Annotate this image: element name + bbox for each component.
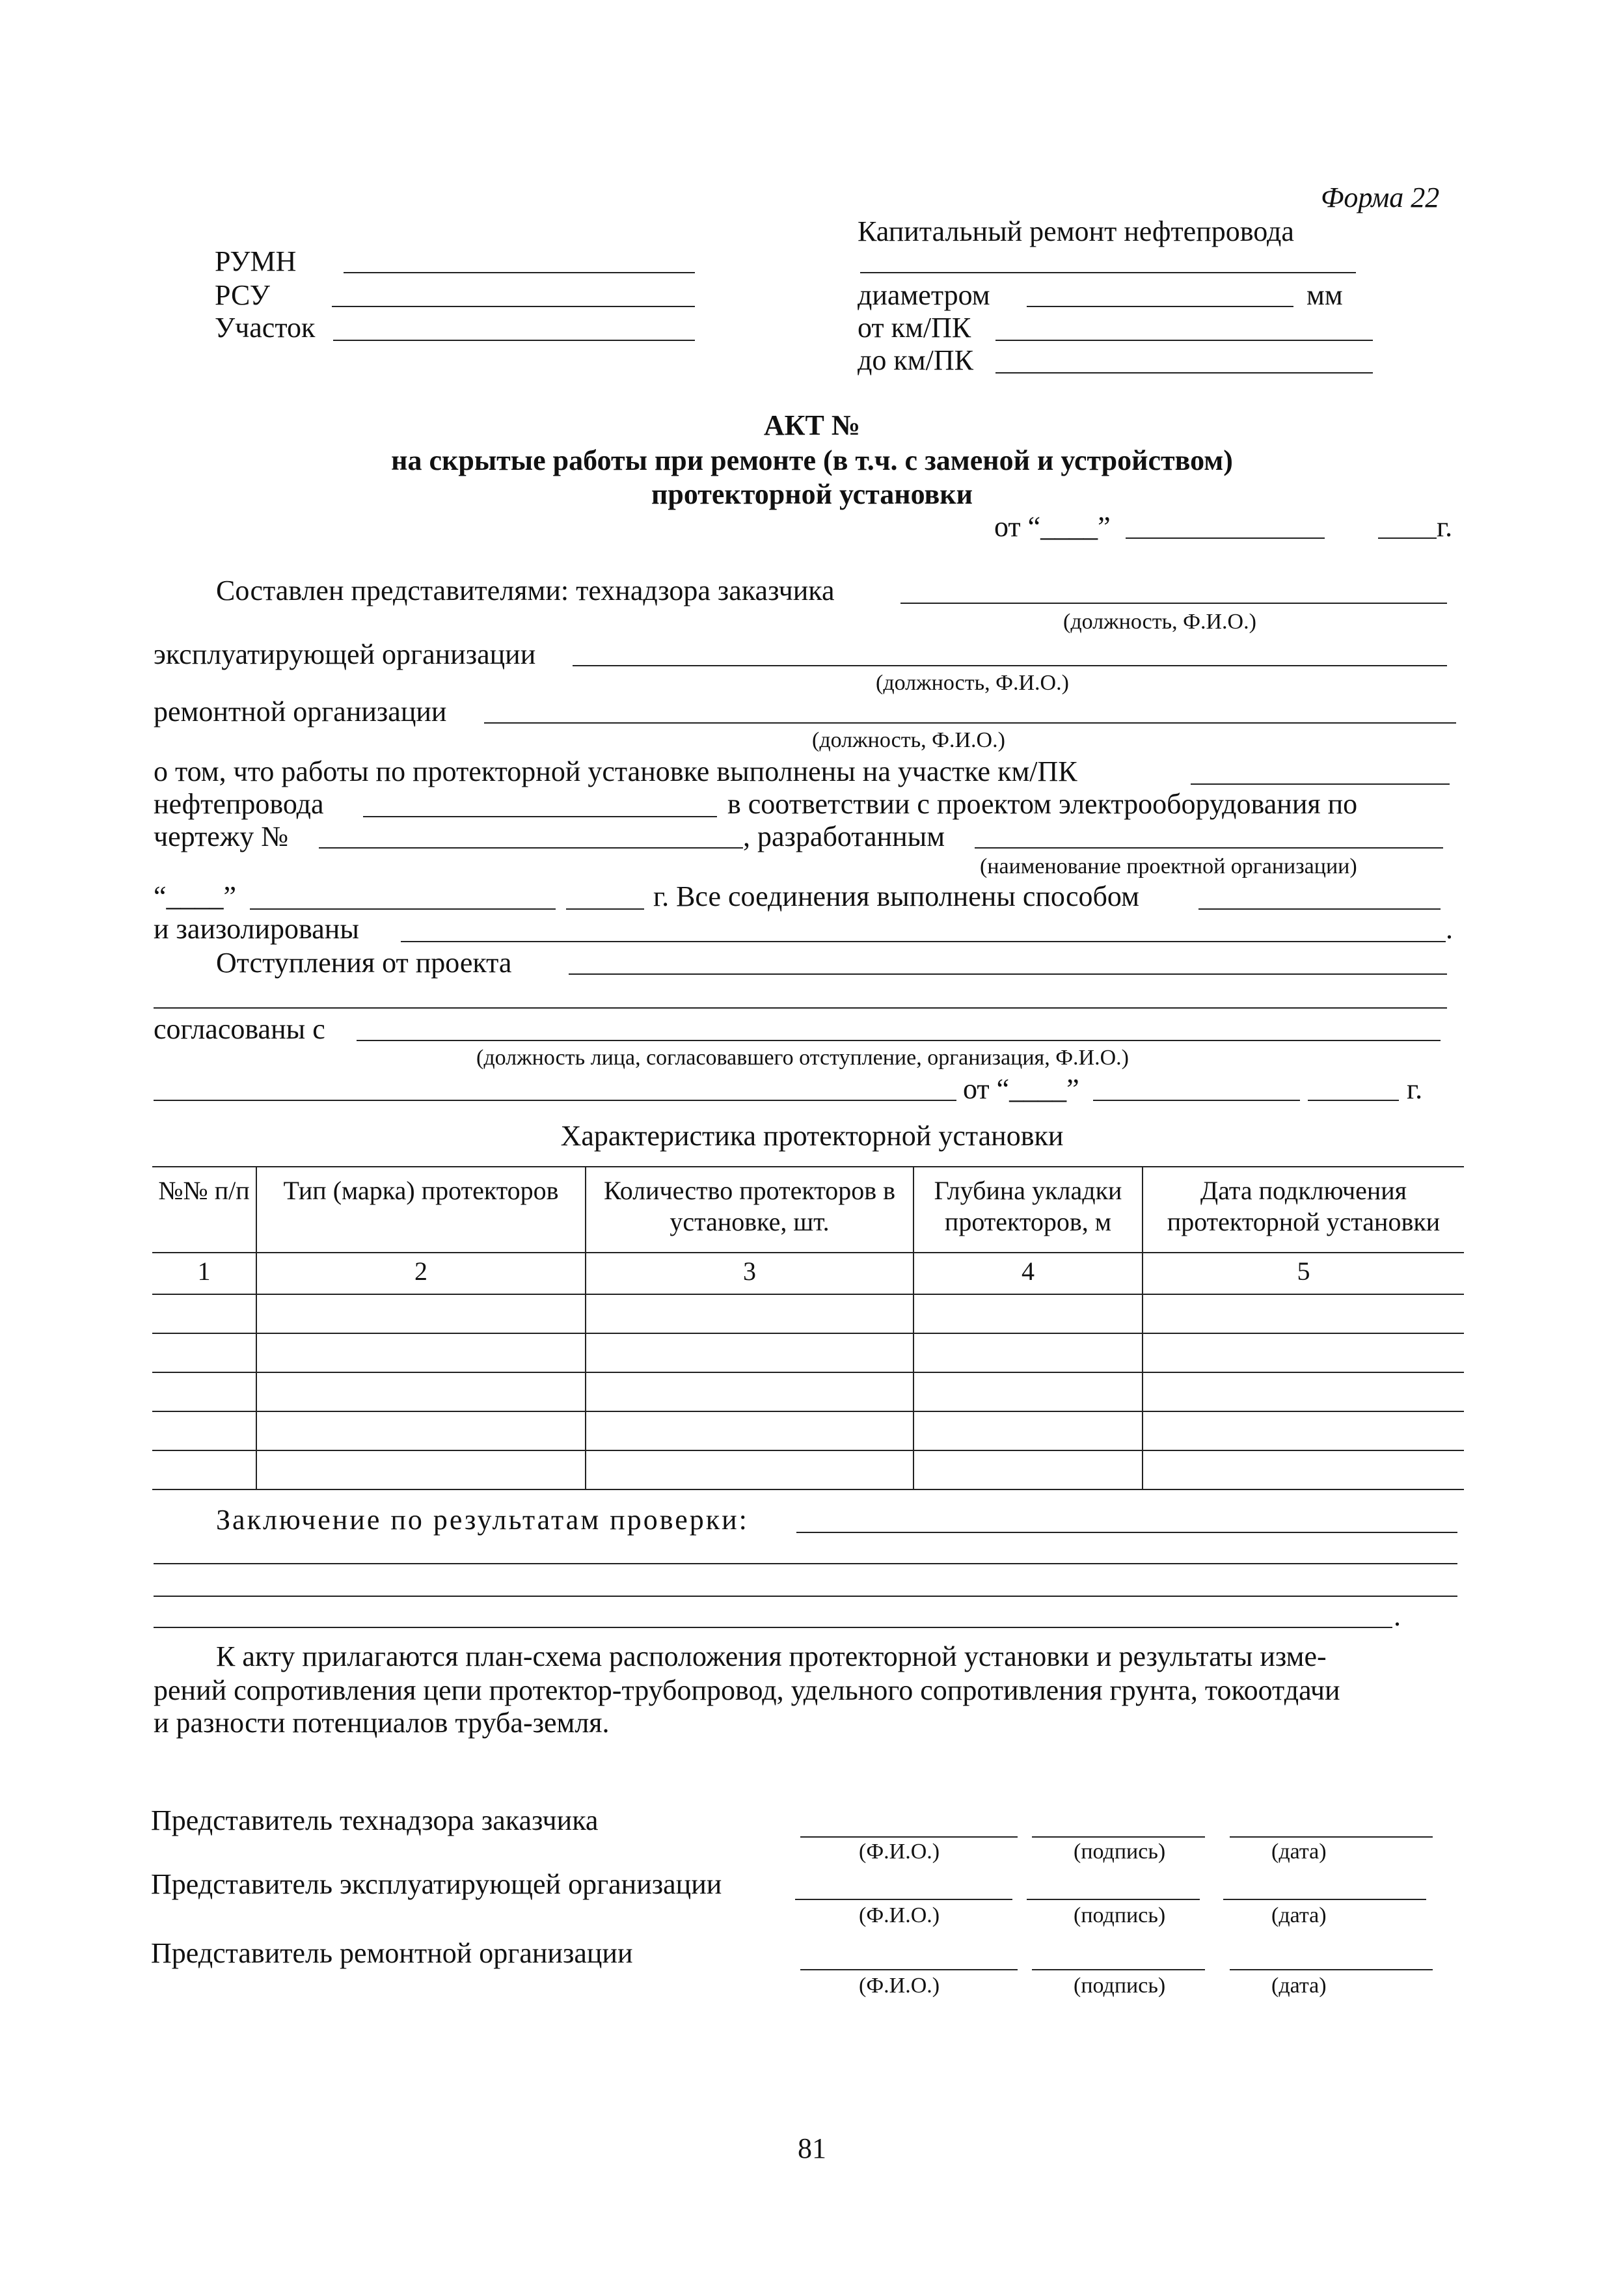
rumn-field[interactable] [344, 272, 695, 273]
table-cell[interactable] [1143, 1294, 1464, 1333]
deviations-field-2[interactable] [154, 1007, 1447, 1009]
table-number-row [152, 1253, 1464, 1294]
attachment-line-2: рений сопротивления цепи протектор-трубопровод, удельного сопротивления грунта, токоотдачи [154, 1674, 1340, 1706]
conclusion-period: . [1394, 1600, 1401, 1632]
attachment-line-3: и разности потенциалов труба-земля. [154, 1707, 610, 1739]
col-number-4: 4 [914, 1253, 1143, 1294]
date-year-field[interactable] [566, 908, 644, 910]
conclusion-label: Заключение по результатам проверки: [216, 1504, 749, 1536]
table-cell[interactable] [914, 1450, 1143, 1489]
diameter-field[interactable] [1027, 306, 1293, 307]
customer-sign-caption: (подпись) [1074, 1840, 1166, 1864]
operating-date-field[interactable] [1223, 1899, 1426, 1900]
deviations-label: Отступления от проекта [216, 947, 512, 979]
date-month-field[interactable] [250, 908, 556, 910]
act-title: АКТ № [763, 409, 861, 441]
conclusion-field-1[interactable] [796, 1532, 1457, 1533]
table-cell[interactable] [256, 1450, 586, 1489]
capital-repair-title: Капитальный ремонт нефтепровода [858, 215, 1294, 247]
repair-fio-field[interactable] [800, 1969, 1018, 1970]
customer-date-caption: (дата) [1271, 1840, 1327, 1864]
all-joints-label: г. Все соединения выполнены способом [653, 880, 1139, 912]
attachment-line-1: К акту прилагаются план-схема расположения протекторной установки и результаты изме- [216, 1640, 1327, 1672]
table-cell[interactable] [586, 1372, 914, 1411]
col-number-1: 1 [152, 1253, 256, 1294]
table-row[interactable] [152, 1372, 1464, 1411]
composed-label: Составлен представителями: технадзора заказчика [216, 575, 835, 606]
repair-sign-field[interactable] [1032, 1969, 1205, 1970]
table-row[interactable] [152, 1411, 1464, 1450]
repair-org-label: ремонтной организации [154, 696, 447, 727]
pipeline-name-field[interactable] [860, 272, 1356, 273]
table-caption: Характеристика протекторной установки [560, 1120, 1064, 1152]
conclusion-field-3[interactable] [154, 1596, 1457, 1597]
design-org-field[interactable] [975, 847, 1443, 849]
rsu-field[interactable] [332, 306, 695, 307]
repair-fio-caption: (Ф.И.О.) [859, 1974, 940, 1998]
agreed-caption: (должность лица, согласовавшего отступление, организация, Ф.И.О.) [476, 1046, 1129, 1070]
uchastok-label: Участок [215, 312, 316, 344]
signature-label-customer: Представитель технадзора заказчика [151, 1804, 599, 1836]
developed-label: , разработанным [743, 821, 945, 852]
insulated-label: и заизолированы [154, 913, 359, 945]
table-cell[interactable] [152, 1333, 256, 1372]
operating-fio-field[interactable] [795, 1899, 1012, 1900]
uchastok-field[interactable] [333, 340, 695, 341]
header-number: №№ п/п [152, 1167, 256, 1253]
operating-org-field[interactable] [573, 665, 1447, 666]
date-quotes: “____” [154, 880, 237, 912]
to-km-label: до км/ПК [858, 344, 973, 376]
customer-date-field[interactable] [1230, 1836, 1433, 1838]
km-pk-field[interactable] [1191, 783, 1450, 785]
from-km-label: от км/ПК [858, 312, 971, 344]
insulated-period: . [1446, 913, 1453, 945]
table-cell[interactable] [914, 1411, 1143, 1450]
agreed-date-day: от “____” [963, 1073, 1079, 1105]
header-depth: Глубина укладки протекторов, м [914, 1167, 1143, 1253]
table-cell[interactable] [256, 1333, 586, 1372]
drawing-label: чертежу № [154, 821, 289, 852]
table-cell[interactable] [1143, 1411, 1464, 1450]
table-cell[interactable] [586, 1294, 914, 1333]
joint-method-field[interactable] [1198, 908, 1441, 910]
works-done-label: о том, что работы по протекторной установке выполнены на участке км/ПК [154, 755, 1077, 787]
operating-sign-field[interactable] [1027, 1899, 1200, 1900]
customer-sign-field[interactable] [1032, 1836, 1205, 1838]
act-date-g: г. [1437, 511, 1453, 543]
table-cell[interactable] [152, 1372, 256, 1411]
rsu-label: РСУ [215, 279, 270, 311]
table-row[interactable] [152, 1333, 1464, 1372]
agreed-date-year-field[interactable] [1308, 1100, 1399, 1101]
pipeline-field[interactable] [363, 816, 717, 817]
from-km-field[interactable] [995, 340, 1373, 341]
operating-org-label: эксплуатирующей организации [154, 638, 536, 670]
col-number-2: 2 [256, 1253, 586, 1294]
drawing-number-field[interactable] [319, 847, 743, 849]
header-type: Тип (марка) протекторов [256, 1167, 586, 1253]
operating-sign-caption: (подпись) [1074, 1903, 1166, 1927]
repair-org-field[interactable] [484, 722, 1456, 724]
operating-date-caption: (дата) [1271, 1903, 1327, 1927]
table-cell[interactable] [914, 1372, 1143, 1411]
position-fio-caption-2: (должность, Ф.И.О.) [876, 671, 1069, 695]
agreed-with-label: согласованы с [154, 1013, 325, 1045]
table-cell[interactable] [1143, 1372, 1464, 1411]
table-cell[interactable] [256, 1411, 586, 1450]
table-cell[interactable] [586, 1333, 914, 1372]
repair-date-field[interactable] [1230, 1969, 1433, 1970]
table-cell[interactable] [256, 1372, 586, 1411]
table-row[interactable] [152, 1294, 1464, 1333]
form-label: Форма 22 [1321, 182, 1440, 213]
act-subtitle-2: протекторной установки [651, 478, 973, 510]
table-cell[interactable] [1143, 1333, 1464, 1372]
design-org-caption: (наименование проектной организации) [980, 854, 1357, 878]
customer-supervision-field[interactable] [900, 603, 1447, 604]
pipeline-label: нефтепровода [154, 788, 324, 820]
operating-fio-caption: (Ф.И.О.) [859, 1903, 940, 1927]
act-subtitle-1: на скрытые работы при ремонте (в т.ч. с заменой и устройством) [391, 444, 1233, 476]
protector-table [152, 1166, 1464, 1490]
deviations-field[interactable] [569, 973, 1447, 975]
act-date-day: от “____” [994, 511, 1111, 543]
conclusion-field-2[interactable] [154, 1563, 1457, 1564]
customer-fio-field[interactable] [800, 1836, 1018, 1838]
agreed-date-month-field[interactable] [1093, 1100, 1300, 1101]
conclusion-field-4[interactable] [154, 1627, 1392, 1628]
agreed-with-field[interactable] [357, 1040, 1441, 1041]
repair-sign-caption: (подпись) [1074, 1974, 1166, 1998]
according-label: в соответствии с проектом электрооборудования по [727, 788, 1358, 820]
customer-fio-caption: (Ф.И.О.) [859, 1840, 940, 1864]
act-date-month-field[interactable] [1126, 537, 1325, 539]
repair-date-caption: (дата) [1271, 1974, 1327, 1998]
page-number: 81 [798, 2132, 826, 2164]
rumn-label: РУМН [215, 245, 297, 277]
signature-label-repair: Представитель ремонтной организации [151, 1937, 633, 1969]
signature-label-operating: Представитель эксплуатирующей организации [151, 1868, 722, 1900]
diameter-label: диаметром [858, 279, 990, 311]
agreed-with-field-2[interactable] [154, 1100, 956, 1101]
agreed-date-g: г. [1407, 1073, 1423, 1105]
act-date-year-field[interactable] [1378, 537, 1437, 539]
table-header-row [152, 1167, 1464, 1253]
col-number-5: 5 [1143, 1253, 1464, 1294]
table-row[interactable] [152, 1450, 1464, 1489]
table-cell[interactable] [1143, 1450, 1464, 1489]
table-cell[interactable] [152, 1411, 256, 1450]
table-cell[interactable] [152, 1450, 256, 1489]
table-cell[interactable] [914, 1294, 1143, 1333]
table-cell[interactable] [586, 1411, 914, 1450]
insulated-field[interactable] [401, 941, 1446, 942]
header-connection-date: Дата подключения протекторной установки [1143, 1167, 1464, 1253]
table-cell[interactable] [914, 1333, 1143, 1372]
table-cell[interactable] [152, 1294, 256, 1333]
col-number-3: 3 [586, 1253, 914, 1294]
position-fio-caption-1: (должность, Ф.И.О.) [1063, 610, 1256, 634]
table-cell[interactable] [586, 1450, 914, 1489]
header-quantity: Количество протекторов в установке, шт. [586, 1167, 914, 1253]
to-km-field[interactable] [995, 372, 1373, 374]
position-fio-caption-3: (должность, Ф.И.О.) [812, 728, 1005, 752]
table-cell[interactable] [256, 1294, 586, 1333]
mm-label: мм [1306, 279, 1343, 311]
